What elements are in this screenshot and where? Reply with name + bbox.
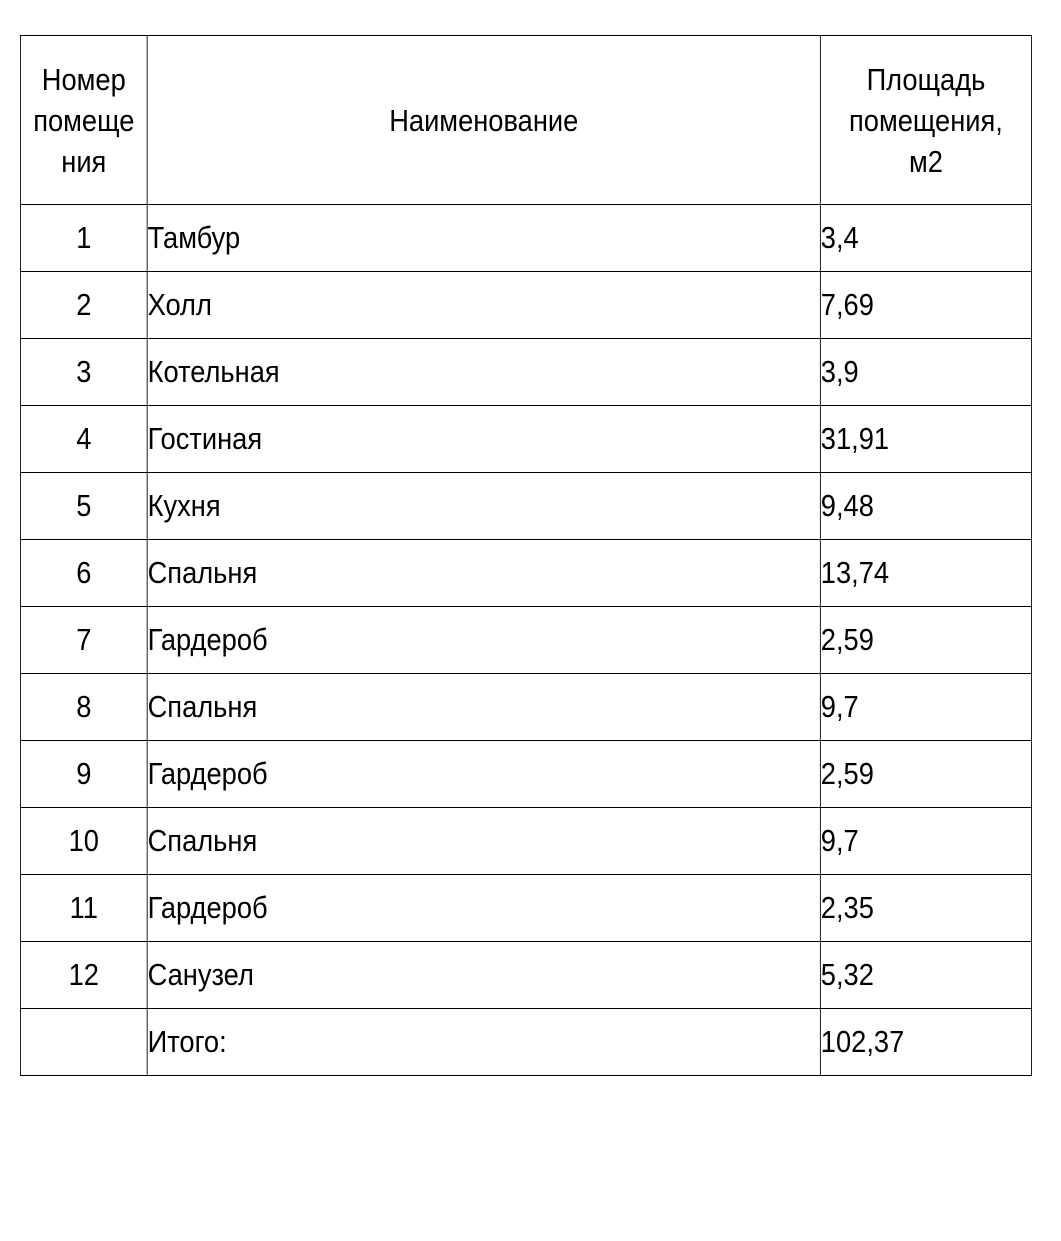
room-number: 9: [20, 741, 147, 808]
room-area: 31,91: [820, 406, 1031, 473]
room-name: Гардероб: [147, 607, 820, 674]
table-row: [20, 473, 1031, 540]
room-area: 2,59: [820, 607, 1031, 674]
room-area: 7,69: [820, 272, 1031, 339]
header-room-area: Площадь помещения, м2: [820, 36, 1031, 205]
room-number: 8: [20, 674, 147, 741]
room-number: 1: [20, 205, 147, 272]
room-number: 7: [20, 607, 147, 674]
table-row: [20, 339, 1031, 406]
table-row: [20, 205, 1031, 272]
table-row: [20, 674, 1031, 741]
room-area: 3,4: [820, 205, 1031, 272]
table-row: [20, 942, 1031, 1009]
table-row: [20, 272, 1031, 339]
room-number: 3: [20, 339, 147, 406]
room-number: 11: [20, 875, 147, 942]
total-label: Итого:: [147, 1009, 820, 1076]
header-room-name: Наименование: [147, 36, 820, 205]
room-name: Тамбур: [147, 205, 820, 272]
room-area: 9,48: [820, 473, 1031, 540]
room-area: 2,59: [820, 741, 1031, 808]
total-area: 102,37: [820, 1009, 1031, 1076]
room-name: Спальня: [147, 808, 820, 875]
room-name: Холл: [147, 272, 820, 339]
room-number: 12: [20, 942, 147, 1009]
room-area: 5,32: [820, 942, 1031, 1009]
room-number: 6: [20, 540, 147, 607]
room-area: 9,7: [820, 808, 1031, 875]
room-number: 4: [20, 406, 147, 473]
room-name: Гардероб: [147, 875, 820, 942]
total-row: [20, 1009, 1031, 1076]
room-area: 13,74: [820, 540, 1031, 607]
room-name: Котельная: [147, 339, 820, 406]
total-number: [20, 1009, 147, 1076]
room-area-table: [20, 35, 1032, 1076]
room-name: Санузел: [147, 942, 820, 1009]
room-area: 3,9: [820, 339, 1031, 406]
table-row: [20, 607, 1031, 674]
room-name: Гостиная: [147, 406, 820, 473]
room-number: 10: [20, 808, 147, 875]
table-row: [20, 540, 1031, 607]
room-name: Спальня: [147, 540, 820, 607]
header-room-number: Номер помеще ния: [20, 36, 147, 205]
room-name: Гардероб: [147, 741, 820, 808]
table-row: [20, 808, 1031, 875]
room-name: Кухня: [147, 473, 820, 540]
room-number: 2: [20, 272, 147, 339]
table-row: [20, 406, 1031, 473]
table-header-row: [20, 36, 1031, 205]
room-area: 2,35: [820, 875, 1031, 942]
table-row: [20, 875, 1031, 942]
table-row: [20, 741, 1031, 808]
room-number: 5: [20, 473, 147, 540]
room-name: Спальня: [147, 674, 820, 741]
room-area: 9,7: [820, 674, 1031, 741]
